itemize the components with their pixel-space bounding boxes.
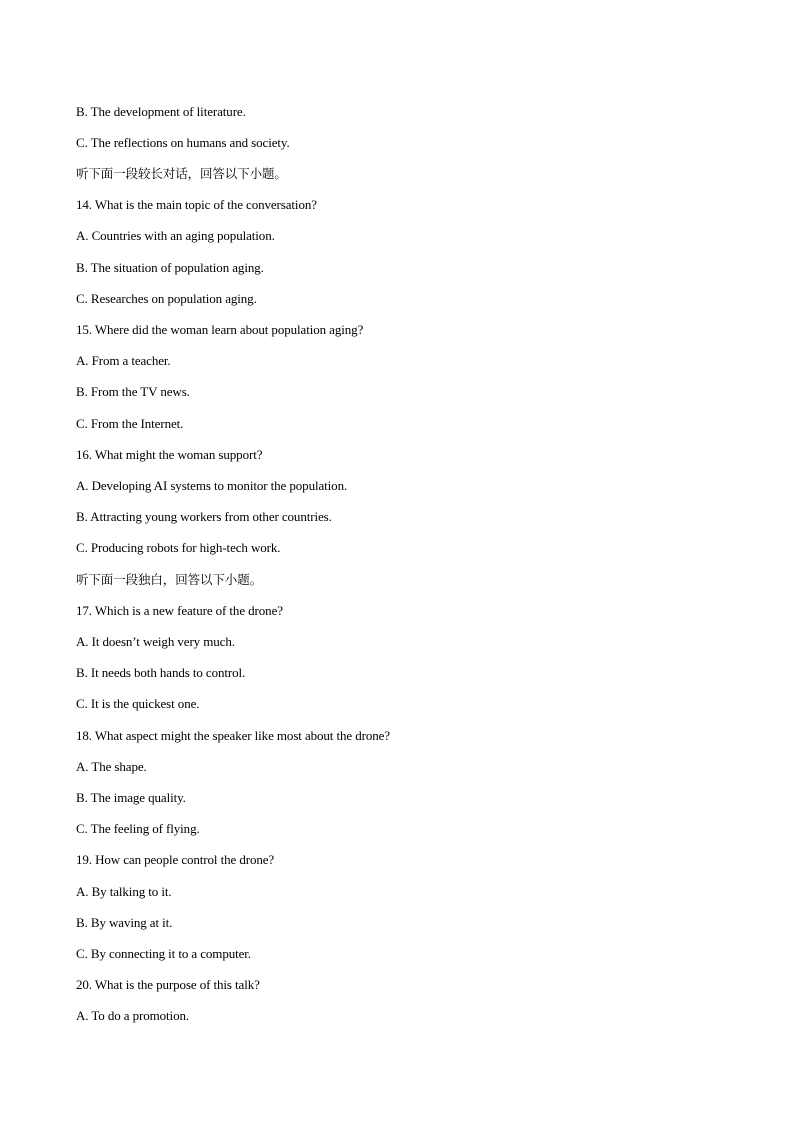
option-13b: B. The development of literature. [76, 104, 246, 119]
option-16b: B. Attracting young workers from other countries. [76, 509, 332, 524]
question-16: 16. What might the woman support? [76, 447, 263, 462]
option-15b: B. From the TV news. [76, 384, 190, 399]
option-19a: A. By talking to it. [76, 884, 172, 899]
option-18c: C. The feeling of flying. [76, 821, 200, 836]
option-20a: A. To do a promotion. [76, 1008, 190, 1023]
option-19b: B. By waving at it. [76, 915, 173, 930]
option-14b: B. The situation of population aging. [76, 260, 264, 275]
section-instruction-monologue: 听下面一段独白，回答以下小题。 [76, 572, 263, 587]
option-16a: A. Developing AI systems to monitor the population. [76, 478, 348, 493]
option-13c: C. The reflections on humans and society. [76, 135, 290, 150]
option-14c: C. Researches on population aging. [76, 291, 257, 306]
option-17c: C. It is the quickest one. [76, 696, 200, 711]
option-18b: B. The image quality. [76, 790, 186, 805]
question-17: 17. Which is a new feature of the drone? [76, 603, 283, 618]
option-16c: C. Producing robots for high-tech work. [76, 540, 281, 555]
question-19: 19. How can people control the drone? [76, 852, 275, 867]
option-14a: A. Countries with an aging population. [76, 228, 275, 243]
section-instruction-dialogue: 听下面一段较长对话，回答以下小题。 [76, 166, 287, 181]
question-20: 20. What is the purpose of this talk? [76, 977, 260, 992]
question-15: 15. Where did the woman learn about population aging? [76, 322, 364, 337]
option-15a: A. From a teacher. [76, 353, 171, 368]
option-17a: A. It doesn’t weigh very much. [76, 634, 235, 649]
question-14: 14. What is the main topic of the conversation? [76, 197, 317, 212]
option-15c: C. From the Internet. [76, 416, 184, 431]
question-18: 18. What aspect might the speaker like most about the drone? [76, 728, 390, 743]
option-18a: A. The shape. [76, 759, 147, 774]
option-17b: B. It needs both hands to control. [76, 665, 246, 680]
option-19c: C. By connecting it to a computer. [76, 946, 251, 961]
